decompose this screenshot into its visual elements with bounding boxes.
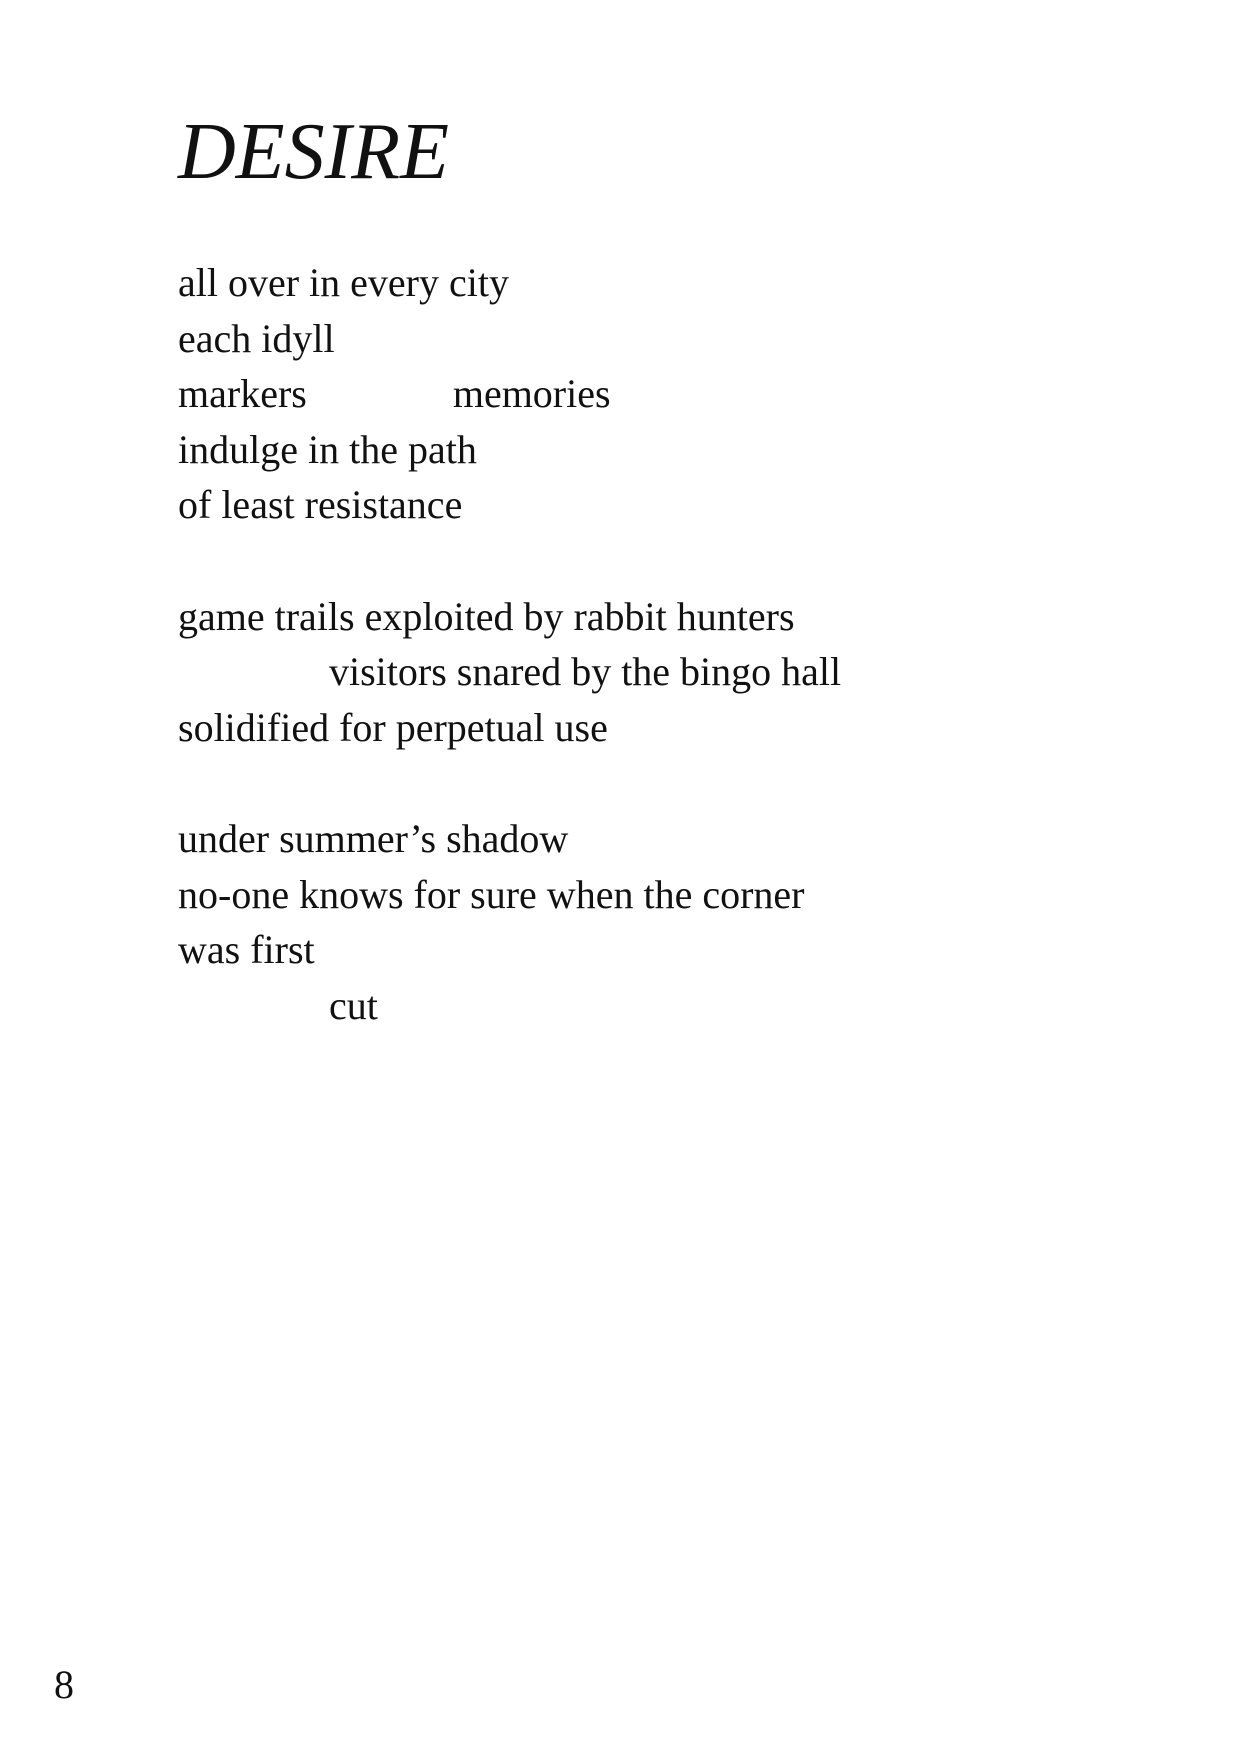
poem-line-split: [178, 366, 1078, 422]
poem-word-memories: memories: [452, 371, 611, 416]
stanza-1: [178, 255, 1078, 533]
poem-line-indented: visitors snared by the bingo hall: [329, 649, 842, 694]
poem-body: [178, 255, 1078, 1089]
poem-line: solidified for perpetual use: [178, 704, 608, 750]
stanza-2: [178, 589, 1078, 756]
poem-line: all over in every city: [178, 260, 509, 305]
poem-line: each idyll: [178, 315, 335, 361]
poem-line: indulge in the path: [178, 426, 477, 472]
poem-title: DESIRE: [178, 108, 450, 196]
poem-line-indented: cut: [329, 982, 378, 1028]
poem-line: no-one knows for sure when the corner: [178, 871, 805, 917]
poem-line: game trails exploited by rabbit hunters: [178, 593, 795, 639]
poem-line: under summer’s shadow: [178, 816, 569, 861]
page-number: 8: [54, 1662, 74, 1707]
stanza-3: [178, 811, 1078, 1033]
poem-line: of least resistance: [178, 482, 463, 527]
poem-word-markers: markers: [178, 371, 307, 416]
poem-line: was first: [178, 927, 315, 972]
